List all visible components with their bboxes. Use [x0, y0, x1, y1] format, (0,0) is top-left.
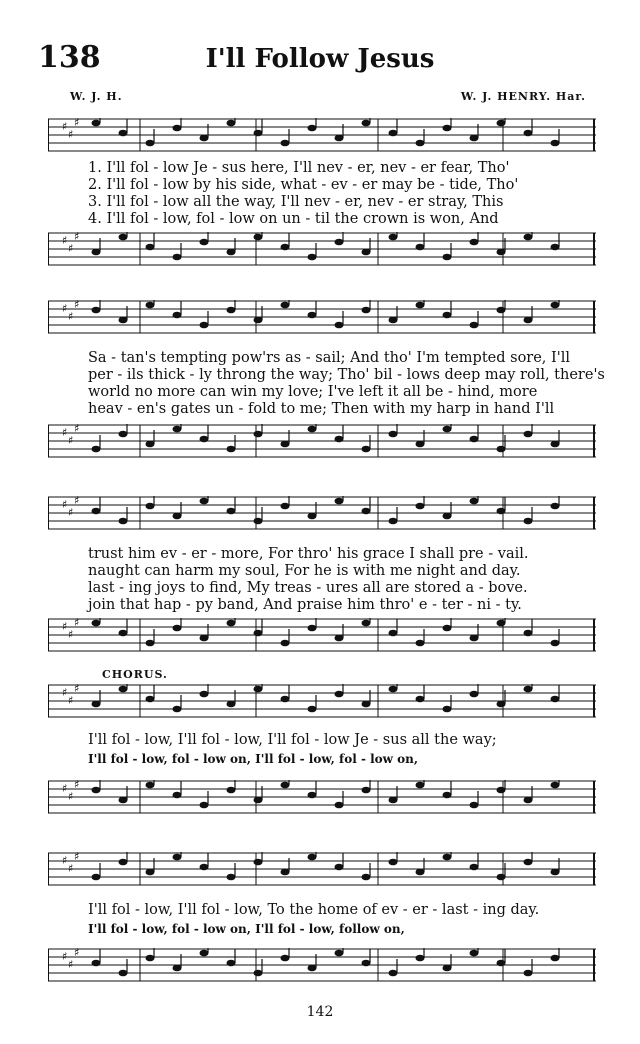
note-head [443, 706, 452, 713]
treble-staff [48, 852, 596, 886]
note-head [362, 446, 371, 453]
sharp-sign: ♯ [74, 424, 80, 435]
note-head [254, 431, 263, 438]
note-head [416, 244, 425, 251]
note-head [254, 130, 263, 137]
note-head [470, 864, 479, 871]
note-head [281, 955, 290, 962]
note-head [146, 696, 155, 703]
note-head [416, 640, 425, 647]
note-head [335, 950, 344, 957]
note-head [200, 322, 209, 329]
sharp-sign: ♯ [74, 496, 80, 507]
note-head [470, 802, 479, 809]
note-head [254, 686, 263, 693]
note-head [497, 446, 506, 453]
note-head [389, 431, 398, 438]
note-head [389, 686, 398, 693]
note-head [281, 869, 290, 876]
note-head [173, 426, 182, 433]
note-head [470, 436, 479, 443]
note-head [119, 518, 128, 525]
note-head [281, 782, 290, 789]
verse-line: heav - en's gates un - fold to me; Then with my harp in hand I'll [88, 401, 555, 417]
treble-staff [48, 300, 596, 334]
sharp-sign: ♯ [62, 498, 68, 511]
sharp-sign: ♯ [68, 790, 74, 803]
note-head [470, 498, 479, 505]
note-head [335, 498, 344, 505]
note-head [362, 120, 371, 127]
sharp-sign: ♯ [74, 948, 80, 959]
sharp-sign: ♯ [62, 686, 68, 699]
note-head [416, 869, 425, 876]
note-head [146, 244, 155, 251]
note-head [254, 970, 263, 977]
verse-block [88, 546, 598, 614]
verse-line: world no more can win my love; I've left it all be - hind, more [88, 384, 538, 400]
staff-drawing [48, 300, 596, 334]
note-head [254, 518, 263, 525]
note-head [227, 120, 236, 127]
note-head [443, 125, 452, 132]
note-head [497, 701, 506, 708]
note-head [227, 446, 236, 453]
note-head [416, 782, 425, 789]
note-head [200, 950, 209, 957]
note-head [281, 503, 290, 510]
note-head [146, 140, 155, 147]
note-head [227, 307, 236, 314]
sharp-sign: ♯ [68, 310, 74, 323]
note-head [146, 640, 155, 647]
sharp-sign: ♯ [68, 958, 74, 971]
chorus-bass-line: I'll fol - low, fol - low on, I'll fol - low, follow on, [88, 922, 405, 936]
staff-drawing [48, 118, 596, 152]
bass-staff [48, 232, 596, 266]
note-head [146, 302, 155, 309]
note-head [308, 254, 317, 261]
note-head [281, 302, 290, 309]
note-head [308, 312, 317, 319]
note-head [524, 970, 533, 977]
note-head [389, 234, 398, 241]
note-head [227, 620, 236, 627]
note-head [92, 701, 101, 708]
note-head [551, 441, 560, 448]
note-head [551, 869, 560, 876]
note-head [551, 503, 560, 510]
note-head [308, 965, 317, 972]
note-head [416, 955, 425, 962]
note-head [551, 782, 560, 789]
note-head [362, 508, 371, 515]
note-head [551, 696, 560, 703]
music-credit: W. J. HENRY. Har. [460, 90, 586, 103]
sharp-sign: ♯ [62, 782, 68, 795]
note-head [200, 864, 209, 871]
note-head [524, 234, 533, 241]
note-head [308, 426, 317, 433]
staff-drawing [48, 424, 596, 458]
note-head [389, 317, 398, 324]
note-head [92, 508, 101, 515]
note-head [173, 312, 182, 319]
note-head [335, 691, 344, 698]
note-head [389, 630, 398, 637]
note-head [497, 787, 506, 794]
note-head [443, 426, 452, 433]
note-head [470, 239, 479, 246]
note-head [308, 625, 317, 632]
sharp-sign: ♯ [68, 434, 74, 447]
note-head [443, 965, 452, 972]
words-credit: W. J. H. [70, 90, 123, 103]
verse-line: join that hap - py band, And praise him thro' e - ter - ni - ty. [88, 597, 522, 613]
staff-drawing [48, 684, 596, 718]
verse-block [88, 350, 605, 418]
note-head [173, 706, 182, 713]
note-head [335, 864, 344, 871]
note-head [497, 120, 506, 127]
note-head [308, 125, 317, 132]
note-head [308, 854, 317, 861]
note-head [551, 140, 560, 147]
staff-drawing [48, 948, 596, 982]
note-head [200, 239, 209, 246]
note-head [92, 620, 101, 627]
chorus-label: CHORUS. [102, 668, 168, 681]
verse-line: 4. I'll fol - low, fol - low on un - til the crown is won, And [88, 211, 499, 227]
note-head [173, 254, 182, 261]
sharp-sign: ♯ [68, 628, 74, 641]
verse-line: 1. I'll fol - low Je - sus here, I'll nev - er, nev - er fear, Tho' [88, 160, 510, 176]
sharp-sign: ♯ [74, 118, 80, 129]
note-head [254, 317, 263, 324]
note-head [470, 135, 479, 142]
note-head [335, 635, 344, 642]
note-head [335, 322, 344, 329]
note-head [524, 518, 533, 525]
treble-staff [48, 496, 596, 530]
note-head [146, 869, 155, 876]
staff-drawing [48, 852, 596, 886]
hymn-number: 138 [38, 40, 101, 75]
verse-line: per - ils thick - ly throng the way; Tho' bil - lows deep may roll, there's [88, 367, 605, 383]
sharp-sign: ♯ [68, 506, 74, 519]
note-head [92, 249, 101, 256]
note-head [497, 249, 506, 256]
note-head [227, 508, 236, 515]
note-head [200, 436, 209, 443]
note-head [281, 696, 290, 703]
note-head [470, 950, 479, 957]
verse-line: 2. I'll fol - low by his side, what - ev - er may be - tide, Tho' [88, 177, 519, 193]
note-head [92, 446, 101, 453]
note-head [389, 518, 398, 525]
note-head [389, 970, 398, 977]
note-head [443, 254, 452, 261]
note-head [281, 140, 290, 147]
note-head [119, 686, 128, 693]
note-head [200, 691, 209, 698]
note-head [443, 792, 452, 799]
chorus-bass-line: I'll fol - low, fol - low on, I'll fol - low, fol - low on, [88, 752, 419, 766]
note-head [470, 322, 479, 329]
note-head [362, 249, 371, 256]
sharp-sign: ♯ [62, 234, 68, 247]
note-head [146, 782, 155, 789]
treble-staff [48, 684, 596, 718]
sharp-sign: ♯ [68, 128, 74, 141]
note-head [524, 317, 533, 324]
sharp-sign: ♯ [68, 694, 74, 707]
note-head [119, 797, 128, 804]
sharp-sign: ♯ [62, 620, 68, 633]
note-head [227, 701, 236, 708]
chorus-line: I'll fol - low, I'll fol - low, To the home of ev - er - last - ing day. [88, 902, 540, 918]
note-head [497, 508, 506, 515]
note-head [200, 498, 209, 505]
note-head [119, 317, 128, 324]
sharp-sign: ♯ [68, 862, 74, 875]
verse-line: last - ing joys to find, My treas - ures all are stored a - bove. [88, 580, 528, 596]
note-head [524, 630, 533, 637]
staff-drawing [48, 496, 596, 530]
note-head [119, 431, 128, 438]
note-head [551, 955, 560, 962]
note-head [524, 686, 533, 693]
note-head [362, 701, 371, 708]
note-head [416, 503, 425, 510]
page-number: 142 [306, 1004, 334, 1020]
note-head [173, 854, 182, 861]
note-head [362, 960, 371, 967]
note-head [146, 503, 155, 510]
note-head [443, 513, 452, 520]
note-head [497, 620, 506, 627]
note-head [362, 874, 371, 881]
note-head [92, 960, 101, 967]
note-head [443, 312, 452, 319]
note-head [524, 431, 533, 438]
bass-staff [48, 618, 596, 652]
chorus-line: I'll fol - low, I'll fol - low, I'll fol - low Je - sus all the way; [88, 732, 497, 748]
note-head [389, 859, 398, 866]
sharp-sign: ♯ [62, 120, 68, 133]
verse-line: naught can harm my soul, For he is with me night and day. [88, 563, 521, 579]
note-head [524, 859, 533, 866]
note-head [92, 120, 101, 127]
note-head [497, 960, 506, 967]
note-head [362, 787, 371, 794]
note-head [416, 140, 425, 147]
note-head [173, 513, 182, 520]
note-head [443, 854, 452, 861]
note-head [362, 307, 371, 314]
note-head [335, 802, 344, 809]
note-head [443, 625, 452, 632]
note-head [335, 239, 344, 246]
note-head [173, 625, 182, 632]
note-head [281, 244, 290, 251]
note-head [470, 691, 479, 698]
verse-line: trust him ev - er - more, For thro' his grace I shall pre - vail. [88, 546, 529, 562]
note-head [92, 787, 101, 794]
hymn-title: I'll Follow Jesus [205, 44, 435, 74]
note-head [470, 635, 479, 642]
staff-drawing [48, 232, 596, 266]
note-head [308, 706, 317, 713]
note-head [200, 802, 209, 809]
note-head [389, 130, 398, 137]
sharp-sign: ♯ [74, 232, 80, 243]
note-head [119, 970, 128, 977]
note-head [200, 635, 209, 642]
note-head [497, 874, 506, 881]
note-head [173, 792, 182, 799]
verse-block [88, 160, 598, 228]
note-head [335, 135, 344, 142]
note-head [362, 620, 371, 627]
note-head [173, 965, 182, 972]
note-head [308, 792, 317, 799]
note-head [92, 874, 101, 881]
staff-drawing [48, 780, 596, 814]
staff-drawing [48, 618, 596, 652]
note-head [146, 955, 155, 962]
note-head [227, 249, 236, 256]
bass-staff [48, 424, 596, 458]
note-head [119, 234, 128, 241]
note-head [173, 125, 182, 132]
sharp-sign: ♯ [62, 426, 68, 439]
sharp-sign: ♯ [74, 300, 80, 311]
treble-staff [48, 118, 596, 152]
note-head [551, 244, 560, 251]
sharp-sign: ♯ [74, 684, 80, 695]
note-head [119, 130, 128, 137]
sharp-sign: ♯ [62, 854, 68, 867]
note-head [524, 797, 533, 804]
note-head [254, 859, 263, 866]
note-head [524, 130, 533, 137]
bass-staff [48, 780, 596, 814]
note-head [497, 307, 506, 314]
note-head [389, 797, 398, 804]
note-head [119, 859, 128, 866]
note-head [551, 302, 560, 309]
sharp-sign: ♯ [74, 780, 80, 791]
note-head [416, 441, 425, 448]
note-head [551, 640, 560, 647]
note-head [281, 640, 290, 647]
note-head [146, 441, 155, 448]
sharp-sign: ♯ [74, 852, 80, 863]
note-head [281, 441, 290, 448]
sharp-sign: ♯ [74, 618, 80, 629]
note-head [227, 787, 236, 794]
note-head [254, 630, 263, 637]
note-head [308, 513, 317, 520]
note-head [335, 436, 344, 443]
note-head [416, 696, 425, 703]
note-head [227, 960, 236, 967]
note-head [416, 302, 425, 309]
verse-line: 3. I'll fol - low all the way, I'll nev - er, nev - er stray, This [88, 194, 504, 210]
verse-line: Sa - tan's tempting pow'rs as - sail; And tho' I'm tempted sore, I'll [88, 350, 571, 366]
sharp-sign: ♯ [68, 242, 74, 255]
note-head [254, 797, 263, 804]
note-head [254, 234, 263, 241]
note-head [227, 874, 236, 881]
sharp-sign: ♯ [62, 302, 68, 315]
note-head [119, 630, 128, 637]
note-head [200, 135, 209, 142]
note-head [92, 307, 101, 314]
bass-staff [48, 948, 596, 982]
sharp-sign: ♯ [62, 950, 68, 963]
